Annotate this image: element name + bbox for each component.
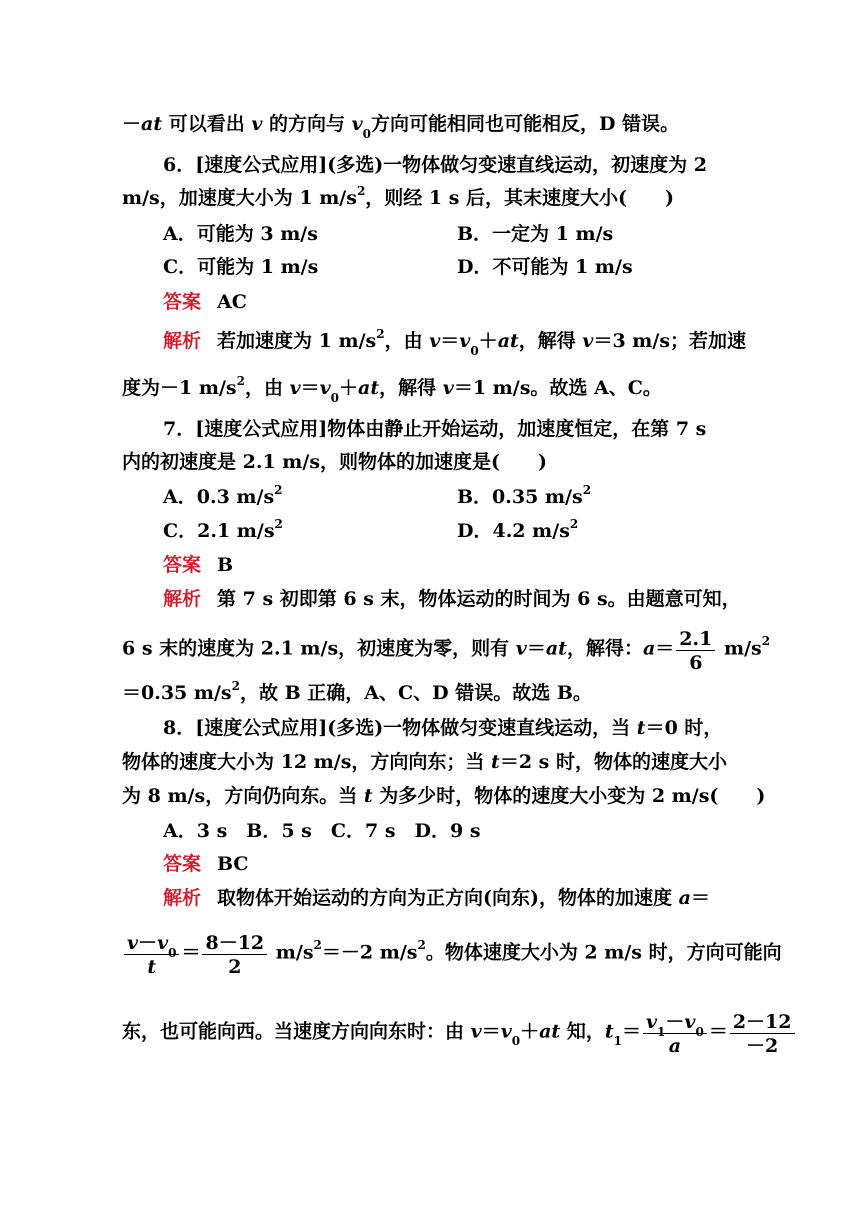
q6-analysis: 解析 若加速度为 1 $m/s^2$，由 $v=v_0+at$，解得 v＝3 m/s；若加速	[163, 326, 747, 358]
q7-analysis-cont2: ＝0.35 $m/s^2$，故 B 正确，A、C、D 错误。故选 B。	[122, 678, 592, 704]
q6-option-c: C．可能为 1 m/s	[163, 256, 319, 278]
q8-options: A．3 s B．5 s C．7 s D．9 s	[163, 820, 481, 842]
question-8-stem-cont: 物体的速度大小为 12 m/s，方向向东；当 t＝2 s 时，物体的速度大小	[122, 751, 727, 773]
q6-answer: 答案 AC	[163, 291, 247, 313]
q8-analysis-cont2: 东，也可能向西。当速度方向向东时：由 $v=v_0+at$ 知，$t_1=$ $\frac{v_1-v_0}{a}$ ＝ $\frac{2-12}{-2}$	[122, 1009, 738, 1056]
question-6-stem: 6．[速度公式应用](多选)一物体做匀变速直线运动，初速度为 2	[163, 154, 708, 176]
q7-analysis-cont: 6 s 末的速度为 2.1 m/s，初速度为零，则有 v＝at，解得：a＝ $\frac{2.1}{6}$ $m/s^2$	[122, 628, 771, 674]
q7-answer: 答案 B	[163, 554, 234, 576]
question-8-stem: 8．[速度公式应用](多选)一物体做匀变速直线运动，当 t＝0 时，	[163, 717, 723, 739]
q6-option-d: D．不可能为 1 m/s	[457, 256, 633, 278]
question-8-stem-cont2: 为 8 m/s，方向仍向东。当 t 为多少时，物体的速度大小变为 2 m/s( )	[122, 785, 766, 807]
text-line: －at 可以看出 v 的方向与 $v_0$方向可能相同也可能相反，D 错误。	[122, 113, 680, 141]
q8-answer: 答案 BC	[163, 853, 249, 875]
q7-option-b: B．0.35 $m/s^2$	[457, 482, 592, 508]
q7-option-a: A．0.3 $m/s^2$	[163, 482, 283, 508]
q6-option-b: B．一定为 1 m/s	[457, 223, 614, 245]
q7-option-d: D．4.2 $m/s^2$	[457, 516, 579, 542]
q6-analysis-cont: 度为－1 $m/s^2$，由 $v=v_0+at$，解得 v＝1 m/s。故选 A、C。	[122, 373, 662, 405]
question-6-stem-cont: m/s，加速度大小为 1 $m/s^2$，则经 1 s 后，其末速度大小( )	[122, 183, 675, 209]
q8-analysis-cont: $\frac{v-v_0}{t}$ ＝ $\frac{8-12}{2}$ $m/s^2=-2$ $m/s^2$。物体速度大小为 2 m/s 时，方向可能向	[122, 930, 738, 977]
q7-option-c: C．2.1 $m/s^2$	[163, 516, 283, 542]
question-7-stem: 7．[速度公式应用]物体由静止开始运动，加速度恒定，在第 7 s	[163, 418, 707, 440]
q6-option-a: A．可能为 3 m/s	[163, 223, 318, 245]
question-7-stem-cont: 内的初速度是 2.1 m/s，则物体的加速度是( )	[122, 451, 548, 473]
q8-analysis: 解析 取物体开始运动的方向为正方向(向东)，物体的加速度 a＝	[163, 887, 710, 909]
q7-analysis: 解析 第 7 s 初即第 6 s 末，物体运动的时间为 6 s。由题意可知，	[163, 588, 741, 610]
